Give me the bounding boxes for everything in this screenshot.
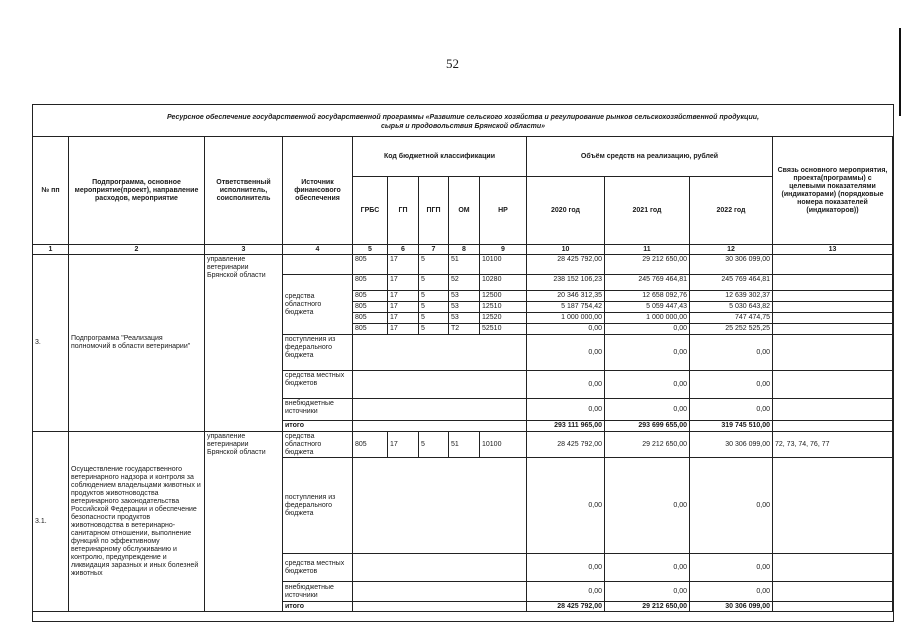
amount-2022: 25 252 525,25 [690,324,773,335]
column-number: 13 [773,245,893,255]
column-number: 4 [283,245,353,255]
header-pgp: ПГП [419,177,449,245]
code-gp: 17 [388,313,419,324]
amount-2021: 0,00 [605,399,690,421]
code-om: 53 [449,291,480,302]
amount-2020: 0,00 [527,371,605,399]
amount-2021: 245 769 464,81 [605,275,690,291]
amount-2022: 0,00 [690,458,773,554]
section-number: 3.1. [33,432,69,612]
link-cell [773,324,893,335]
code-grbs: 805 [353,302,388,313]
column-number: 3 [205,245,283,255]
header-grbs: ГРБС [353,177,388,245]
code-nr: 12500 [480,291,527,302]
column-number: 10 [527,245,605,255]
amount-2021: 0,00 [605,335,690,371]
amount-2020: 5 187 754,42 [527,302,605,313]
amount-2021: 29 212 650,00 [605,255,690,275]
total-label: итого [283,602,353,612]
total-2022: 319 745 510,00 [690,421,773,432]
amount-2021: 12 658 092,76 [605,291,690,302]
code-blank [353,399,527,421]
code-om: T2 [449,324,480,335]
code-nr: 12520 [480,313,527,324]
amount-2022: 30 306 099,00 [690,432,773,458]
code-blank [353,335,527,371]
link-cell [773,371,893,399]
amount-2020: 20 346 312,35 [527,291,605,302]
header-2022: 2022 год [690,177,773,245]
amount-2020: 28 425 792,00 [527,432,605,458]
code-gp: 17 [388,432,419,458]
table-title [33,105,893,137]
code-nr: 10280 [480,275,527,291]
column-number: 11 [605,245,690,255]
amount-2020: 0,00 [527,554,605,582]
code-pgp: 5 [419,302,449,313]
amount-2020: 0,00 [527,582,605,602]
amount-2021: 1 000 000,00 [605,313,690,324]
code-grbs: 805 [353,275,388,291]
amount-2021: 5 059 447,43 [605,302,690,313]
header-program: Подпрограмма, основное мероприятие(проект), направление расходов, мероприятие [69,137,205,245]
code-nr: 10100 [480,255,527,275]
amount-2021: 0,00 [605,582,690,602]
header-executor: Ответственный исполнитель, соисполнитель [205,137,283,245]
code-gp: 17 [388,291,419,302]
amount-2020: 0,00 [527,399,605,421]
amount-2022: 0,00 [690,335,773,371]
amount-2022: 30 306 099,00 [690,255,773,275]
page-number: 52 [446,56,459,71]
header-num: № пп [33,137,69,245]
code-nr: 12510 [480,302,527,313]
amount-2021: 29 212 650,00 [605,432,690,458]
amount-2022: 747 474,75 [690,313,773,324]
code-nr: 52510 [480,324,527,335]
link-cell [773,313,893,324]
link-cell [773,275,893,291]
header-gp: ГП [388,177,419,245]
total-2022: 30 306 099,00 [690,602,773,612]
code-blank [353,602,527,612]
scan-edge-mark [899,28,901,116]
amount-2022: 5 030 643,82 [690,302,773,313]
code-om: 53 [449,302,480,313]
code-gp: 17 [388,302,419,313]
code-grbs: 805 [353,324,388,335]
header-om: ОМ [449,177,480,245]
code-om: 51 [449,432,480,458]
code-pgp: 5 [419,432,449,458]
amount-2022: 12 639 302,37 [690,291,773,302]
total-2020: 28 425 792,00 [527,602,605,612]
section-name: Осуществление государственного ветеринарного надзора и контроля за соблюдением владельцами животных и продуктов животноводства ветеринарного законодательства Российской Федерации и обеспечение безопасности продуктов животноводства в ветеринарно-санитарном отношении, выполнение функций по эффективному ветеринарному обслуживанию и контролю, предупреждение и ликвидация заразных и иных болезней животных [69,432,205,612]
code-grbs: 805 [353,432,388,458]
amount-2022: 0,00 [690,554,773,582]
link-cell [773,302,893,313]
table-title-line2: сырья и продовольствия Брянской области» [380,123,546,130]
section-executor: управление ветеринарии Брянской области [205,255,283,432]
code-grbs: 805 [353,291,388,302]
table-title-line1: Ресурсное обеспечение государственной государственной программы «Развитие сельского хозяйства и регулирование рынков сельскохозяйственной продукции, [166,114,760,121]
header-2020: 2020 год [527,177,605,245]
amount-2020: 28 425 792,00 [527,255,605,275]
amount-2022: 245 769 464,81 [690,275,773,291]
column-number: 6 [388,245,419,255]
amount-2021: 0,00 [605,458,690,554]
code-pgp: 5 [419,275,449,291]
source-label: средства местных бюджетов [283,554,353,582]
link-cell [773,554,893,582]
resource-table [32,104,894,622]
header-2021: 2021 год [605,177,690,245]
code-blank [353,582,527,602]
column-number: 8 [449,245,480,255]
link-cell [773,399,893,421]
amount-2021: 0,00 [605,371,690,399]
column-number: 2 [69,245,205,255]
section-number: 3. [33,255,69,432]
source-label: внебюджетные источники [283,582,353,602]
link-cell [773,335,893,371]
code-nr: 10100 [480,432,527,458]
source-label: средства областного бюджета [283,432,353,458]
column-number: 7 [419,245,449,255]
link-cell [773,602,893,612]
link-cell [773,458,893,554]
header-bk-group: Код бюджетной классификации [353,137,527,177]
source-label: внебюджетные источники [283,399,353,421]
amount-2022: 0,00 [690,399,773,421]
amount-2020: 0,00 [527,324,605,335]
header-source: Источник финансового обеспечения [283,137,353,245]
code-blank [353,371,527,399]
column-number: 5 [353,245,388,255]
code-blank [353,421,527,432]
column-number: 12 [690,245,773,255]
indicator-links: 72, 73, 74, 76, 77 [773,432,893,458]
code-blank [353,458,527,554]
amount-2020: 0,00 [527,335,605,371]
code-pgp: 5 [419,291,449,302]
amount-2020: 238 152 106,23 [527,275,605,291]
amount-2020: 0,00 [527,458,605,554]
source-regional: средства областного бюджета [283,275,353,335]
code-om: 52 [449,275,480,291]
header-volume-group: Объём средств на реализацию, рублей [527,137,773,177]
section-name: Подпрограмма "Реализация полномочий в области ветеринарии" [69,255,205,432]
column-number: 1 [33,245,69,255]
code-gp: 17 [388,275,419,291]
total-2020: 293 111 965,00 [527,421,605,432]
amount-2022: 0,00 [690,371,773,399]
link-cell [773,421,893,432]
source-label: поступления из федерального бюджета [283,335,353,371]
amount-2021: 0,00 [605,554,690,582]
source-blank [283,255,353,275]
source-label: средства местных бюджетов [283,371,353,399]
source-label: поступления из федерального бюджета [283,458,353,554]
amount-2022: 0,00 [690,582,773,602]
code-om: 53 [449,313,480,324]
header-link: Связь основного мероприятия, проекта(программы) с целевыми показателями (индикаторами) (порядковые номера показателей (индикаторов)) [773,137,893,245]
header-nr: НР [480,177,527,245]
link-cell [773,291,893,302]
code-pgp: 5 [419,255,449,275]
code-pgp: 5 [419,324,449,335]
code-pgp: 5 [419,313,449,324]
code-grbs: 805 [353,313,388,324]
amount-2021: 0,00 [605,324,690,335]
column-number: 9 [480,245,527,255]
amount-2020: 1 000 000,00 [527,313,605,324]
total-2021: 29 212 650,00 [605,602,690,612]
code-blank [353,554,527,582]
link-cell [773,255,893,275]
code-gp: 17 [388,324,419,335]
link-cell [773,582,893,602]
code-gp: 17 [388,255,419,275]
code-grbs: 805 [353,255,388,275]
total-2021: 293 699 655,00 [605,421,690,432]
code-om: 51 [449,255,480,275]
total-label: итого [283,421,353,432]
section-executor: управление ветеринарии Брянской области [205,432,283,612]
